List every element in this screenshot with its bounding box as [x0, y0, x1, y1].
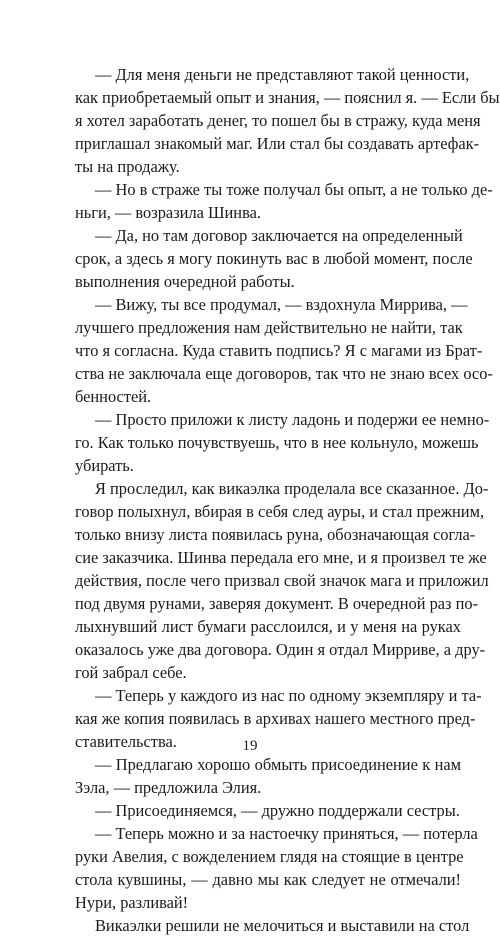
text-line: — Но в страже ты тоже получал бы опыт, а не только де-: [95, 180, 493, 199]
text-line: только внизу листа появилась руна, обозначающая согла-: [75, 525, 476, 544]
text-line: — Теперь у каждого из нас по одному экземпляру и та-: [95, 686, 482, 705]
text-line: — Теперь можно и за настоечку приняться, — потерла: [95, 824, 478, 843]
text-line: под двумя рунами, заверяя документ. В очередной раз по-: [75, 594, 479, 613]
text-line: Зэла, — предложила Элия.: [75, 778, 262, 797]
text-line: Я проследил, как викаэлка проделала все сказанное. До-: [95, 479, 489, 498]
text-line: го. Как только почувствуешь, что в нее кольнуло, можешь: [75, 433, 479, 452]
text-line: гой забрал себе.: [75, 663, 187, 682]
text-line: оказалось уже два договора. Один я отдал Мирриве, а дру-: [75, 640, 486, 659]
text-line: лыхнувший лист бумаги расслоился, и у меня на руках: [75, 617, 461, 636]
text-line: приглашал знакомый маг. Или стал бы создавать артефак-: [75, 134, 480, 153]
text-line: ства не заключала еще договоров, так что не знаю всех осо-: [75, 364, 493, 383]
text-line: как приобретаемый опыт и знания, — пояснил я. — Если бы: [75, 88, 500, 107]
text-line: я хотел заработать денег, то пошел бы в стражу, куда меня: [75, 111, 481, 130]
text-line: ты на продажу.: [75, 157, 180, 176]
text-line: что я согласна. Куда ставить подпись? Я с магами из Брат-: [75, 341, 483, 360]
text-line: бенностей.: [75, 387, 152, 406]
text-line: — Вижу, ты все продумал, — вздохнула Миррива, —: [95, 295, 468, 314]
text-line: кая же копия появилась в архивах нашего местного пред-: [75, 709, 476, 728]
text-line: убирать.: [75, 456, 134, 475]
text-line: Нури, разливай!: [75, 893, 189, 912]
text-line: ньги, — возразила Шинва.: [75, 203, 261, 222]
text-line: говор полыхнул, вбирая в себя след ауры, и стал прежним,: [75, 502, 485, 521]
text-line: Викаэлки решили не мелочиться и выставили на стол: [95, 916, 470, 935]
text-line: стола кувшины, — давно мы как следует не отмечали!: [75, 870, 461, 889]
text-line: — Присоединяемся, — дружно поддержали сестры.: [95, 801, 460, 820]
text-line: действия, после чего призвал свой значок мага и приложил: [75, 571, 489, 590]
text-line: ставительства.: [75, 732, 177, 751]
text-line: — Для меня деньги не представляют такой ценности,: [95, 65, 470, 84]
text-line: — Да, но там договор заключается на определенный: [95, 226, 463, 245]
page-text: [75, 63, 500, 937]
text-line: срок, а здесь я могу покинуть вас в любой момент, после: [75, 249, 473, 268]
text-line: сие заказчика. Шинва передала его мне, и я произвел те же: [75, 548, 487, 567]
text-line: — Просто приложи к листу ладонь и подержи ее немно-: [95, 410, 490, 429]
text-line: — Предлагаю хорошо обмыть присоединение к нам: [95, 755, 461, 774]
text-line: выполнения очередной работы.: [75, 272, 295, 291]
page-number: 19: [242, 738, 258, 754]
text-line: руки Авелия, с вожделением глядя на стоящие в центре: [75, 847, 464, 866]
text-line: лучшего предложения нам действительно не найти, так: [75, 318, 463, 337]
